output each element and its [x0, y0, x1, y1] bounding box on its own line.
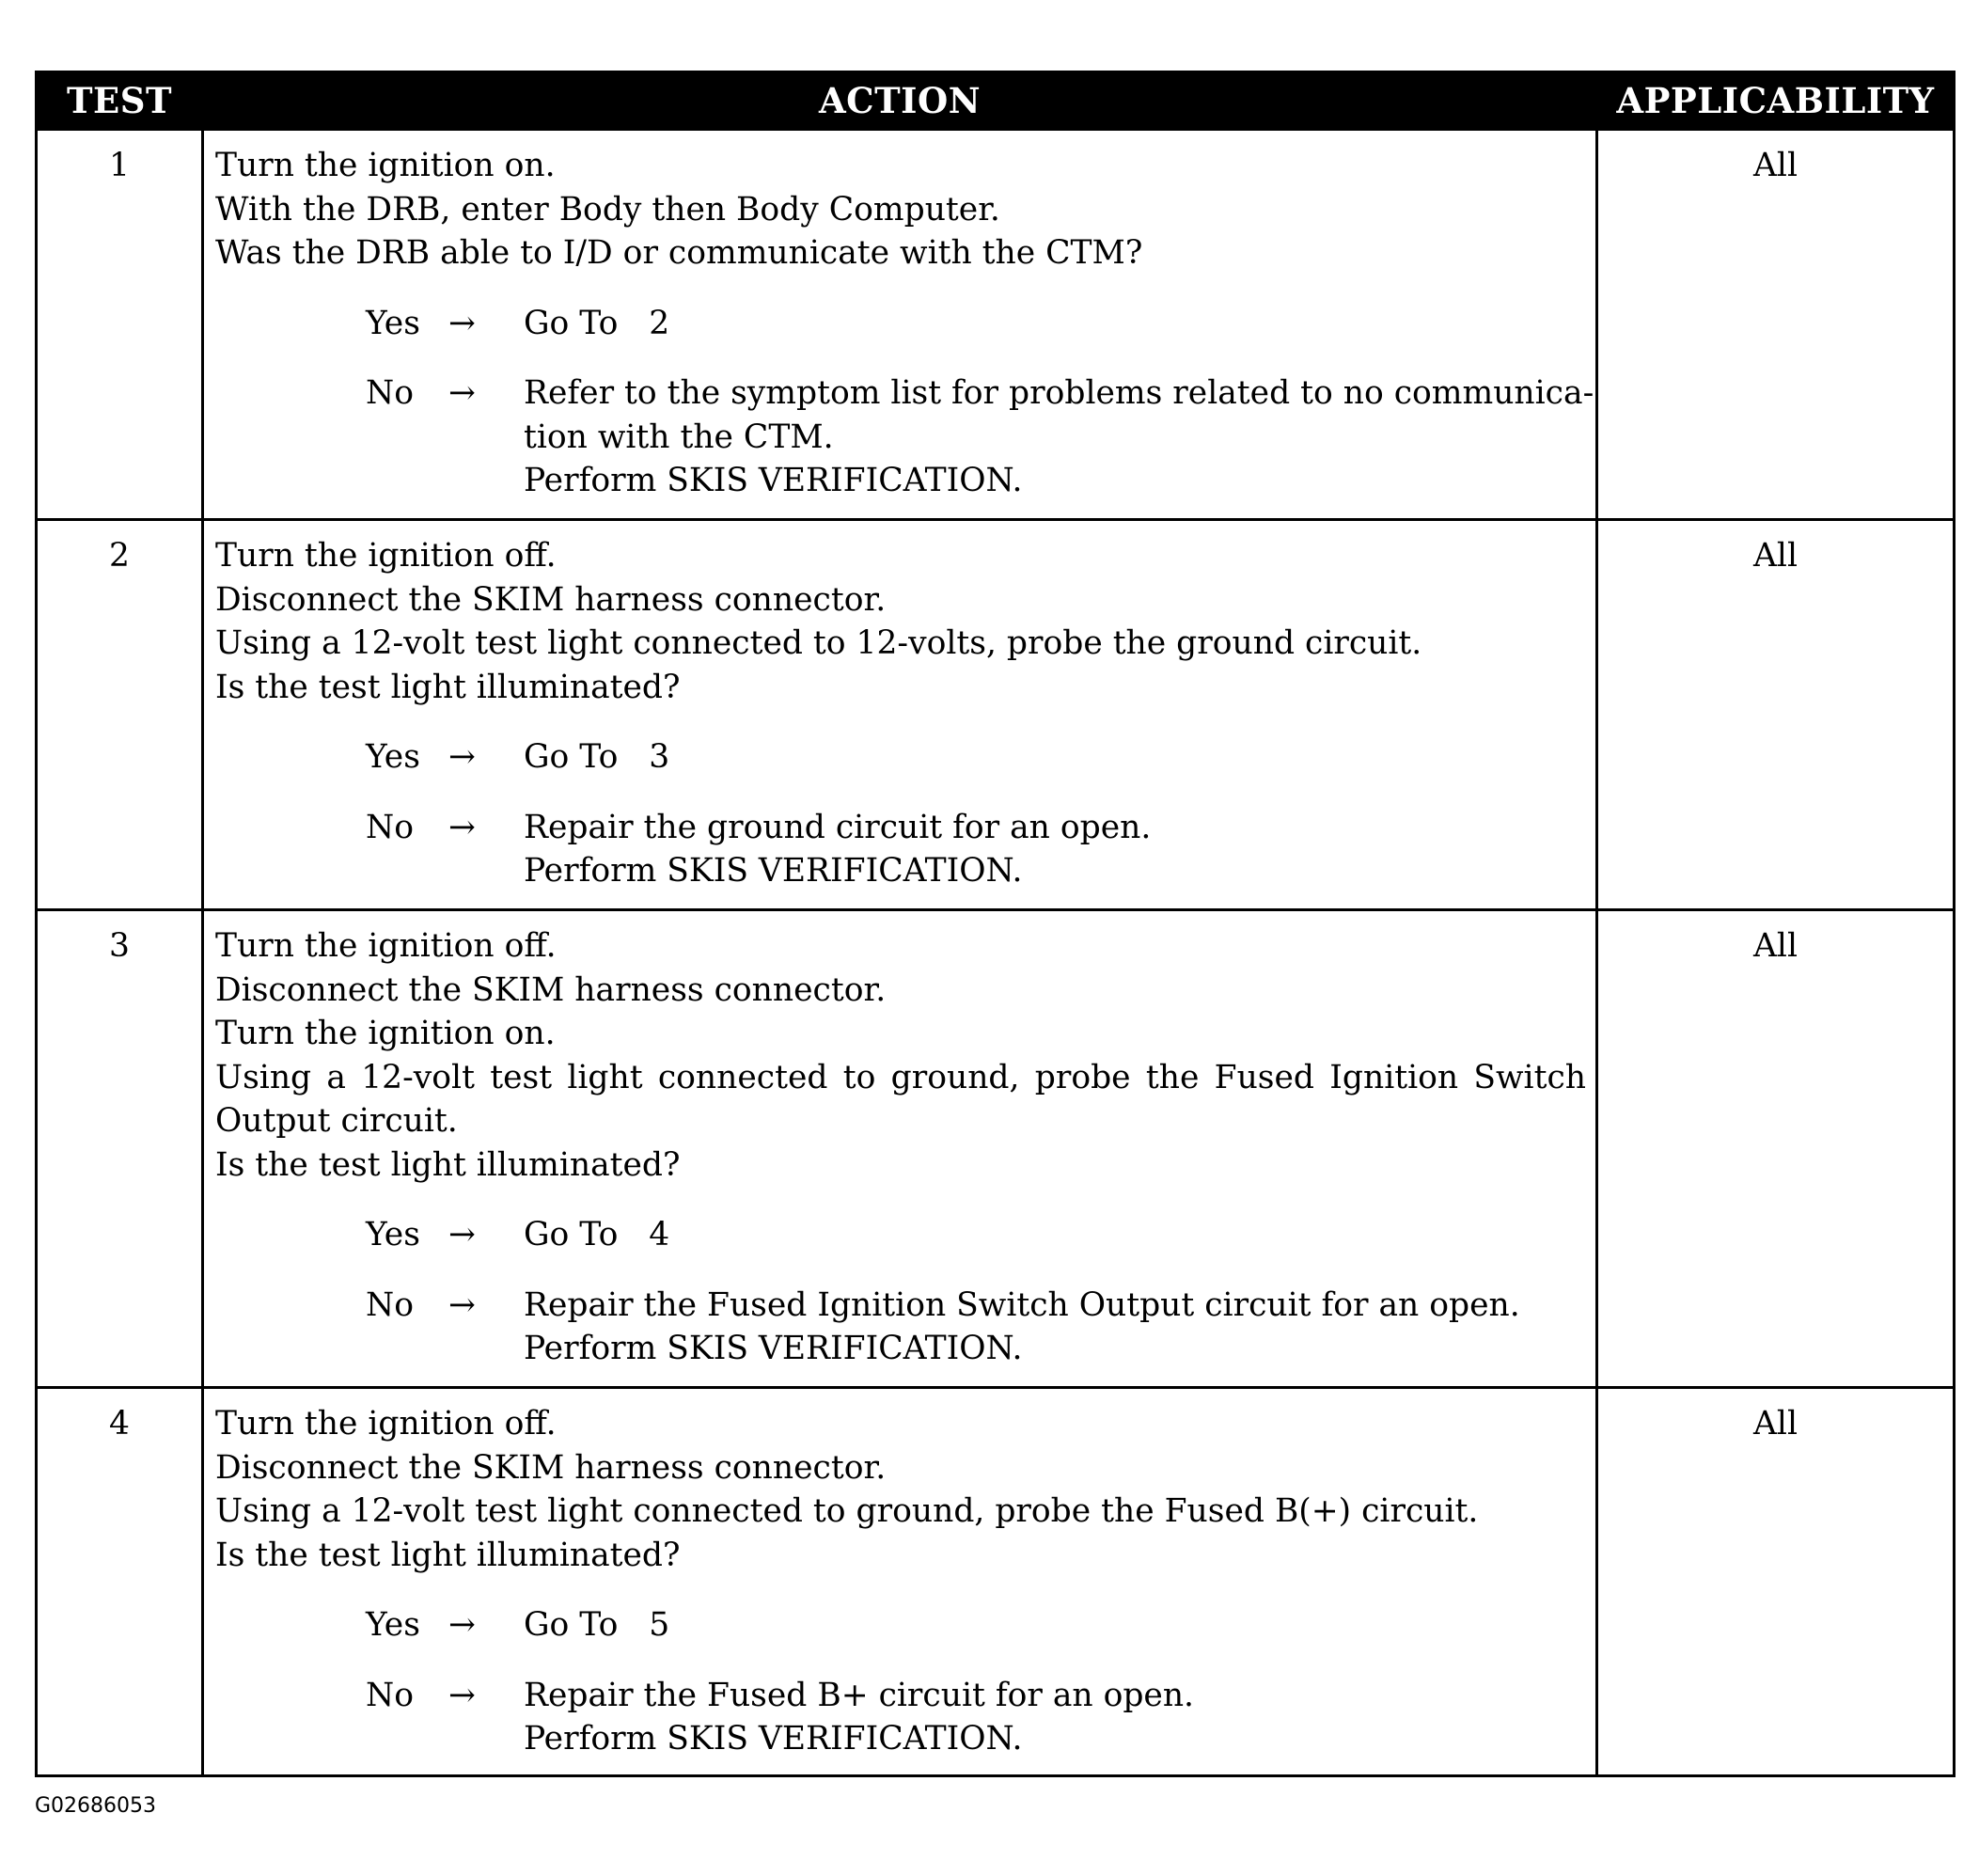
yes-result — [524, 1603, 1586, 1647]
right-arrow-icon: → — [448, 1216, 476, 1253]
no-result-line: Perform SKIS VERIFICATION. — [524, 1720, 1023, 1758]
no-label: No — [366, 374, 414, 412]
right-arrow-icon: → — [448, 738, 476, 776]
no-result-line: Perform SKIS VERIFICATION. — [524, 1330, 1023, 1367]
no-result-line: Refer to the symptom list for problems related to no communica- — [524, 374, 1594, 412]
yes-result-line: Go To 3 — [524, 738, 670, 776]
yes-outcome — [366, 1603, 1586, 1647]
header-test: TEST — [37, 72, 203, 130]
applicability-value: All — [1597, 910, 1955, 1388]
action-step: Using a 12-volt test light connected to ground, probe the Fused B(+) circuit. — [215, 1492, 1479, 1530]
yes-result — [524, 1213, 1586, 1257]
action-step: Is the test light illuminated? — [215, 668, 681, 706]
table-row — [37, 130, 1955, 520]
no-result-line: Perform SKIS VERIFICATION. — [524, 462, 1023, 499]
applicability-value: All — [1597, 1388, 1955, 1776]
action-step: Is the test light illuminated? — [215, 1536, 681, 1574]
action-step: Using a 12-volt test light connected to ground, probe the Fused Ignition Switch Output circuit. — [215, 1058, 1586, 1140]
test-number: 3 — [37, 910, 203, 1388]
yes-outcome — [366, 1213, 1586, 1257]
action-step: Turn the ignition on. — [215, 147, 556, 184]
yes-result-line: Go To 4 — [524, 1216, 670, 1253]
yes-outcome — [366, 735, 1586, 780]
right-arrow-icon: → — [448, 304, 476, 342]
yes-label: Yes — [366, 738, 420, 776]
no-result — [524, 806, 1586, 893]
action-cell — [203, 520, 1597, 910]
test-number: 2 — [37, 520, 203, 910]
no-result — [524, 1674, 1586, 1761]
table-row — [37, 1388, 1955, 1776]
action-step: Turn the ignition off. — [215, 1405, 557, 1442]
action-cell — [203, 910, 1597, 1388]
action-step: Turn the ignition off. — [215, 927, 557, 965]
no-result — [524, 371, 1594, 503]
action-step: Disconnect the SKIM harness connector. — [215, 1448, 887, 1487]
no-outcome — [366, 1284, 1586, 1371]
action-step: Is the test light illuminated? — [215, 1145, 681, 1184]
yes-label: Yes — [366, 1606, 420, 1644]
right-arrow-icon: → — [448, 1676, 476, 1714]
yes-outcome — [366, 302, 1586, 346]
action-step: Turn the ignition on. — [215, 1015, 556, 1052]
yes-label: Yes — [366, 304, 420, 342]
no-result-line: Repair the ground circuit for an open. — [524, 808, 1152, 846]
figure-id: G02686053 — [35, 1794, 157, 1818]
right-arrow-icon: → — [448, 808, 476, 846]
no-result — [524, 1284, 1586, 1371]
no-result-line: Perform SKIS VERIFICATION. — [524, 852, 1023, 890]
right-arrow-icon: → — [448, 1606, 476, 1644]
diagnostic-test-table — [35, 71, 1955, 1777]
action-step: With the DRB, enter Body then Body Computer. — [215, 190, 1000, 229]
no-label: No — [366, 1676, 414, 1714]
header-action: ACTION — [203, 72, 1597, 130]
no-outcome — [366, 1674, 1586, 1761]
action-step: Turn the ignition off. — [215, 537, 557, 575]
no-result-line: tion with the CTM. — [524, 418, 834, 456]
test-number: 4 — [37, 1388, 203, 1776]
yes-label: Yes — [366, 1216, 420, 1253]
no-result-line: Repair the Fused B+ circuit for an open. — [524, 1676, 1195, 1714]
right-arrow-icon: → — [448, 374, 476, 412]
no-label: No — [366, 808, 414, 846]
applicability-value: All — [1597, 520, 1955, 910]
table-row — [37, 520, 1955, 910]
yes-result — [524, 302, 1586, 346]
table-row — [37, 910, 1955, 1388]
yes-result — [524, 735, 1586, 780]
no-result-line: Repair the Fused Ignition Switch Output circuit for an open. — [524, 1285, 1520, 1324]
no-label: No — [366, 1285, 414, 1324]
applicability-value: All — [1597, 130, 1955, 520]
table-header-row — [37, 72, 1955, 130]
no-outcome — [366, 806, 1586, 893]
no-outcome — [366, 371, 1594, 503]
yes-result-line: Go To 2 — [524, 304, 670, 342]
yes-result-line: Go To 5 — [524, 1606, 670, 1644]
action-cell — [203, 130, 1597, 520]
action-step: Using a 12-volt test light connected to 12-volts, probe the ground circuit. — [215, 624, 1422, 662]
header-applicability: APPLICABILITY — [1597, 72, 1955, 130]
action-cell — [203, 1388, 1597, 1776]
test-number: 1 — [37, 130, 203, 520]
action-step: Disconnect the SKIM harness connector. — [215, 970, 887, 1009]
action-step: Was the DRB able to I/D or communicate with the CTM? — [215, 234, 1143, 272]
right-arrow-icon: → — [448, 1285, 476, 1324]
action-step: Disconnect the SKIM harness connector. — [215, 580, 887, 619]
